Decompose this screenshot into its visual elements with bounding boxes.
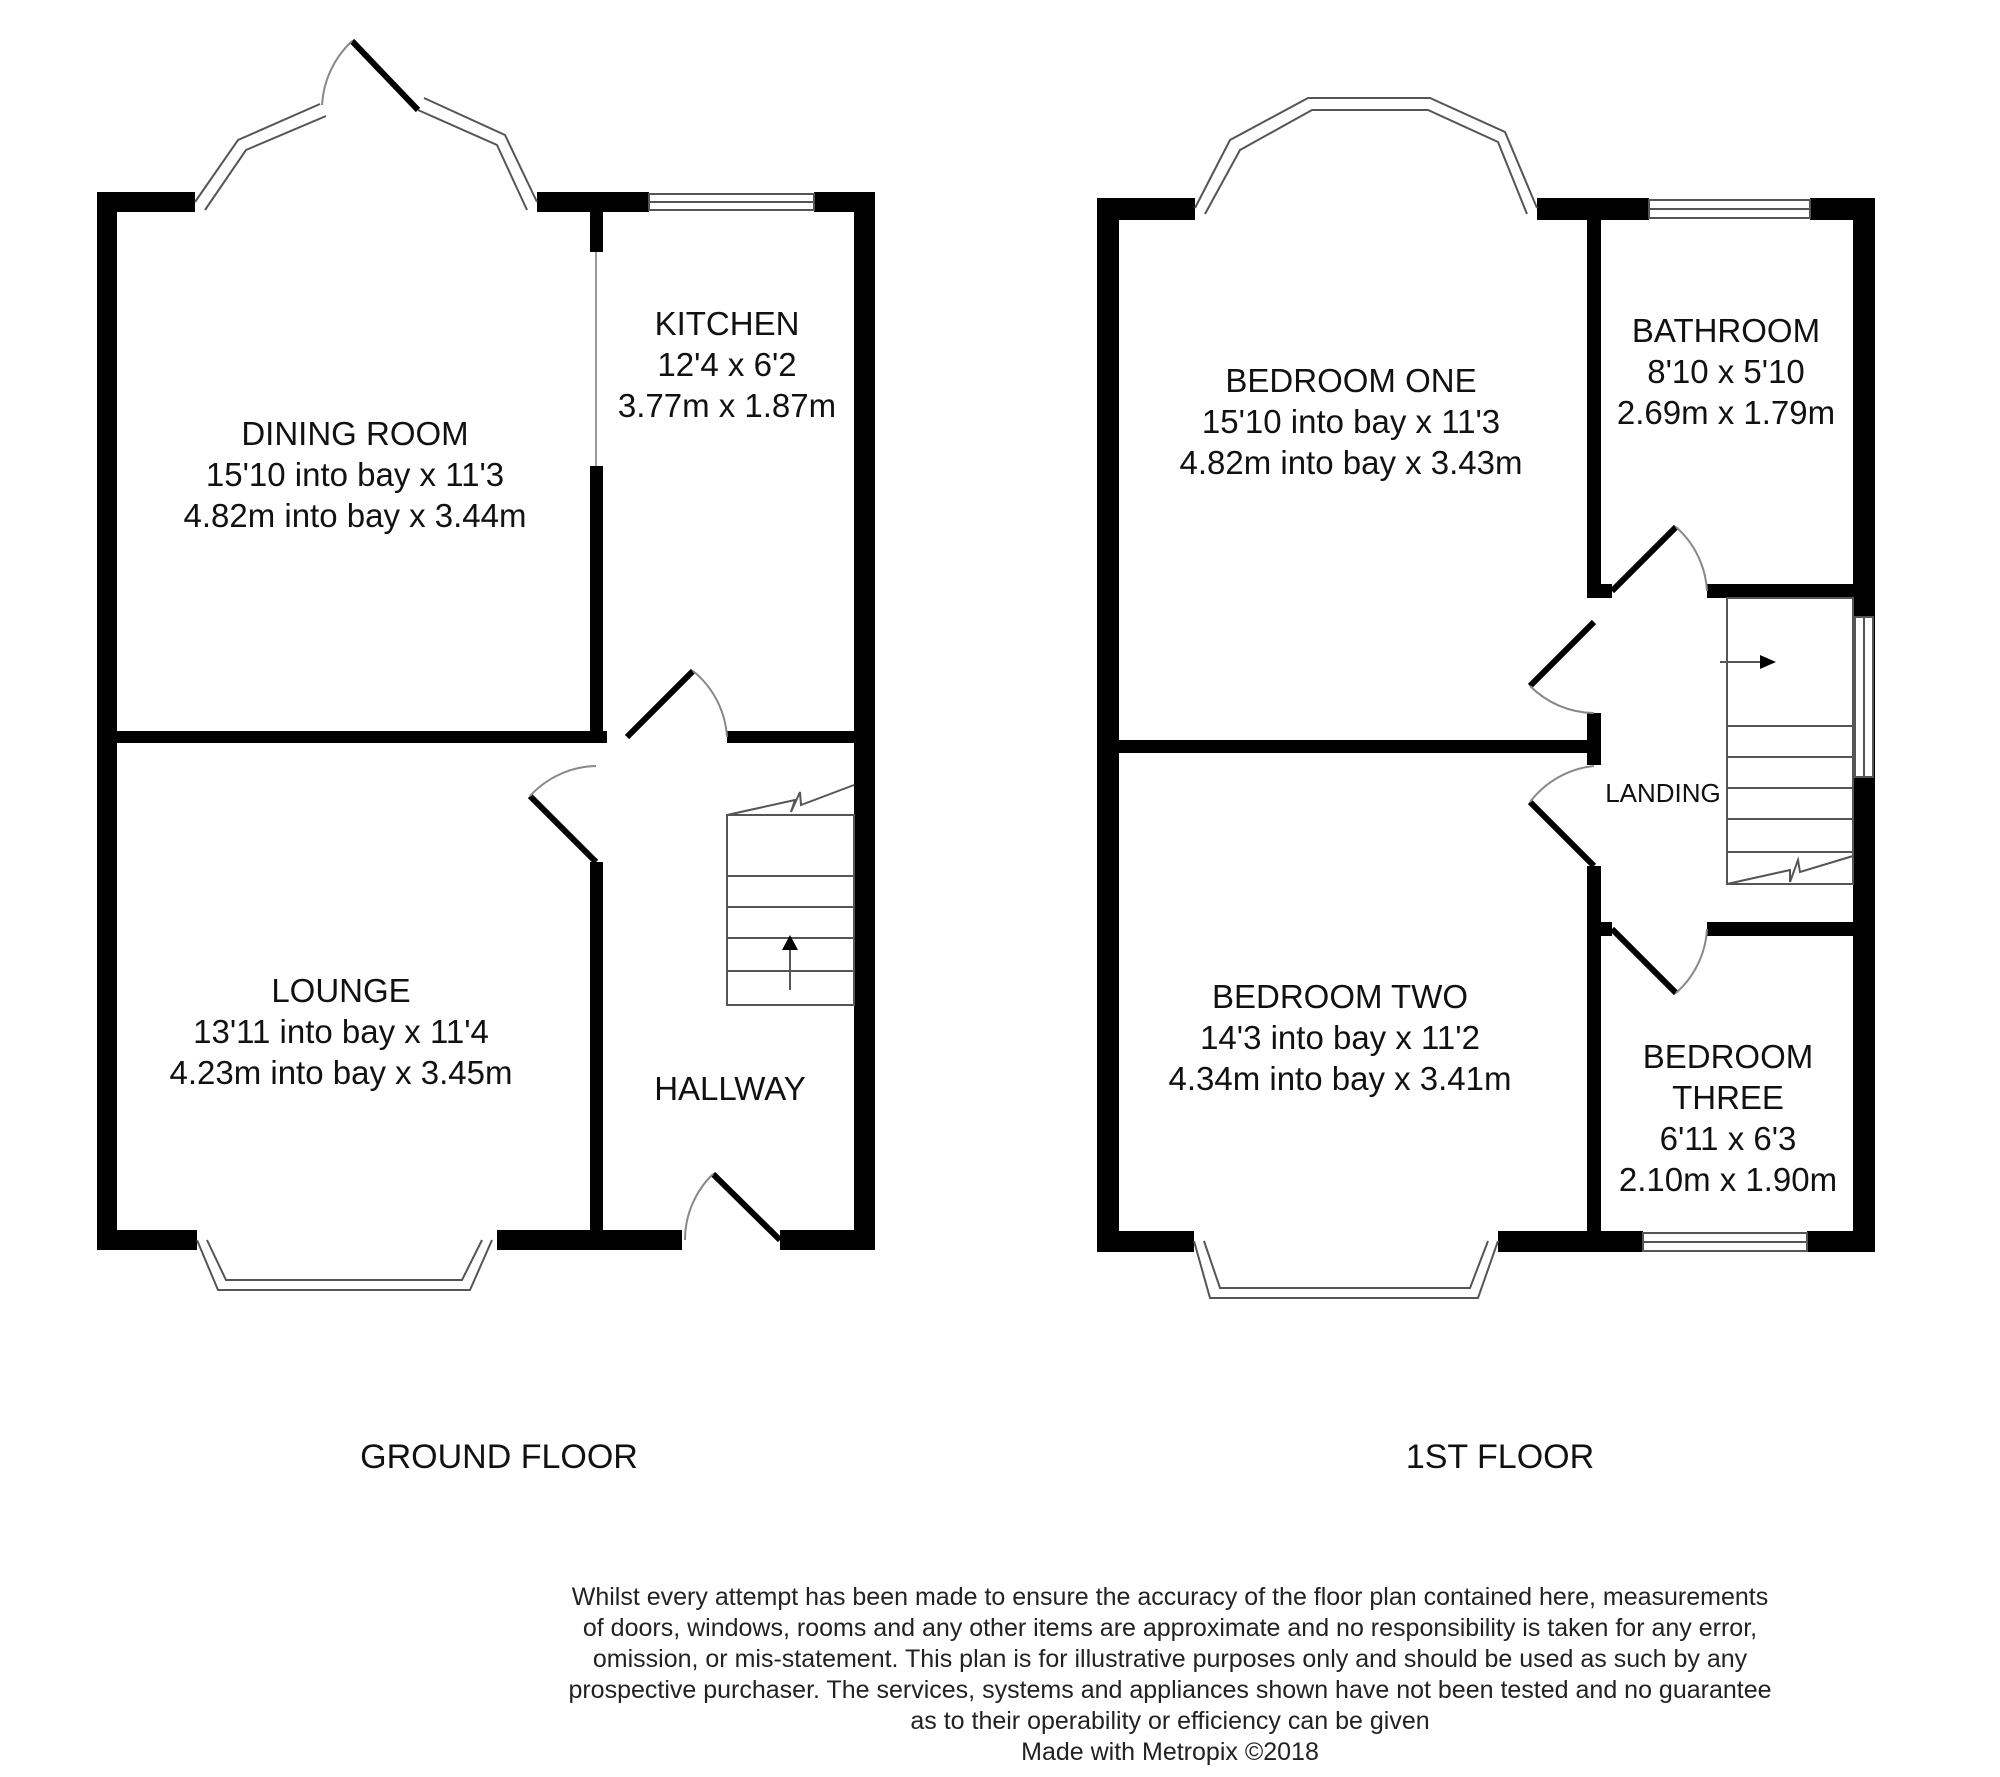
first-floor-doors bbox=[1530, 527, 1707, 993]
disclaimer-line: omission, or mis-statement. This plan is for illustrative purposes only and should be used as such by any bbox=[592, 1645, 1748, 1673]
bathroom-metric: 2.69m x 1.79m bbox=[1616, 394, 1836, 431]
ground-floor-label: GROUND FLOOR bbox=[360, 1438, 638, 1476]
bedroom-one-imperial: 15'10 into bay x 11'3 bbox=[1201, 403, 1501, 440]
bedroom-two-imperial: 14'3 into bay x 11'2 bbox=[1200, 1019, 1480, 1056]
bedroom-three-metric: 2.10m x 1.90m bbox=[1618, 1161, 1838, 1198]
kitchen-imperial: 12'4 x 6'2 bbox=[657, 346, 797, 383]
bedroom-two-metric: 4.34m into bay x 3.41m bbox=[1168, 1060, 1512, 1097]
bathroom-imperial: 8'10 x 5'10 bbox=[1647, 353, 1805, 390]
bedroom-one-name: BEDROOM ONE bbox=[1225, 362, 1477, 399]
first-floor-staircase bbox=[1720, 598, 1853, 884]
bedroom-three-imperial: 6'11 x 6'3 bbox=[1659, 1120, 1797, 1157]
disclaimer-line: Whilst every attempt has been made to ensure the accuracy of the floor plan contained here, measurements bbox=[571, 1583, 1769, 1611]
disclaimer bbox=[520, 1582, 1820, 1768]
bathroom-name: BATHROOM bbox=[1631, 312, 1821, 349]
disclaimer-line: as to their operability or efficiency can be given bbox=[910, 1707, 1430, 1735]
lounge-imperial: 13'11 into bay x 11'4 bbox=[193, 1013, 489, 1050]
disclaimer-line: of doors, windows, rooms and any other items are approximate and no responsibility is taken for any error, bbox=[582, 1614, 1758, 1642]
bedroom-three-name-line2: THREE bbox=[1672, 1079, 1784, 1116]
metropix-credit: Made with Metropix ©2018 bbox=[1021, 1738, 1319, 1766]
ground-floor-windows bbox=[195, 98, 814, 1290]
bedroom-two-name: BEDROOM TWO bbox=[1211, 978, 1469, 1015]
landing-name: LANDING bbox=[1605, 778, 1721, 808]
stair-direction-arrow-icon bbox=[1760, 655, 1776, 669]
lounge-name: LOUNGE bbox=[271, 972, 411, 1009]
dining-room-imperial: 15'10 into bay x 11'3 bbox=[205, 456, 505, 493]
first-floor-windows bbox=[1194, 98, 1873, 1298]
kitchen-metric: 3.77m x 1.87m bbox=[617, 387, 837, 424]
ground-floor-staircase bbox=[727, 785, 854, 1005]
hallway-name: HALLWAY bbox=[654, 1070, 806, 1107]
kitchen-name: KITCHEN bbox=[654, 305, 800, 342]
disclaimer-line: prospective purchaser. The services, systems and appliances shown have not been tested and no guarantee bbox=[568, 1676, 1772, 1704]
first-floor-label: 1ST FLOOR bbox=[1405, 1438, 1595, 1476]
bedroom-one-metric: 4.82m into bay x 3.43m bbox=[1179, 444, 1523, 481]
dining-room-name: DINING ROOM bbox=[241, 415, 469, 452]
lounge-metric: 4.23m into bay x 3.45m bbox=[169, 1054, 513, 1091]
bedroom-three-name-line1: BEDROOM bbox=[1642, 1038, 1814, 1075]
dining-room-metric: 4.82m into bay x 3.44m bbox=[183, 497, 527, 534]
